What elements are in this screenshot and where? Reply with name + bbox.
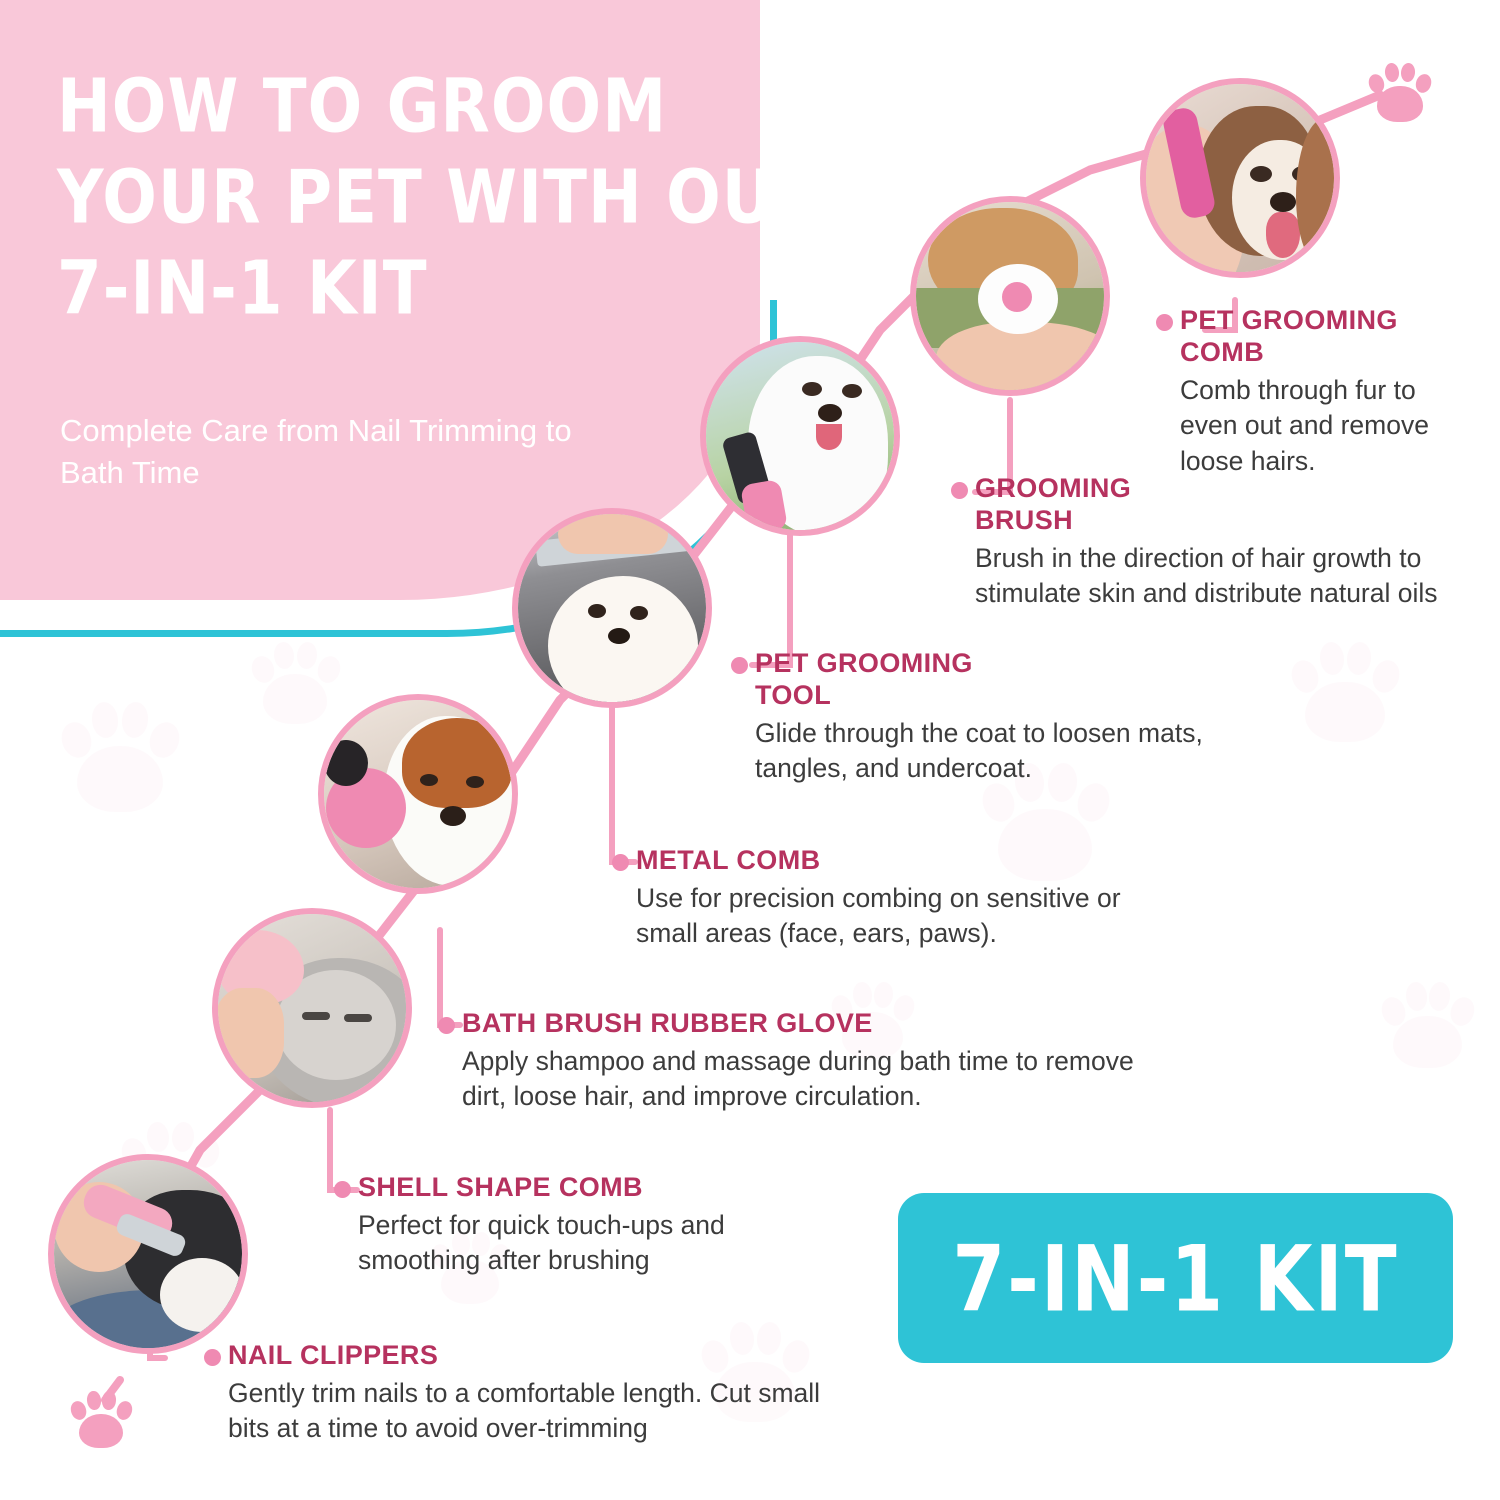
photo-pet-grooming-tool	[700, 336, 900, 536]
step-text-pet-grooming-comb	[1180, 305, 1480, 479]
photo-pet-grooming-comb	[1140, 78, 1340, 278]
title-line-2: YOUR PET WITH OUR	[57, 153, 826, 241]
bullet-dot-grooming-brush	[951, 482, 968, 499]
photo-bath-brush-rubber-glove	[318, 694, 518, 894]
page-title	[57, 62, 826, 334]
step-text-pet-grooming-tool	[755, 648, 1255, 787]
paw-print-icon-top	[1368, 62, 1432, 126]
bullet-dot-metal-comb	[612, 854, 629, 871]
paw-print-icon-bottom	[70, 1390, 132, 1452]
step-title-bath-brush-rubber-glove: BATH BRUSH RUBBER GLOVE	[462, 1008, 873, 1038]
bullet-dot-pet-grooming-tool	[731, 657, 748, 674]
step-text-metal-comb	[636, 845, 1176, 952]
step-body-metal-comb: Use for precision combing on sensitive or small areas (face, ears, paws).	[636, 882, 1121, 949]
step-text-grooming-brush	[975, 473, 1455, 612]
page-subtitle: Complete Care from Nail Trimming to Bath Time	[60, 413, 572, 490]
photo-nail-clippers	[48, 1154, 248, 1354]
photo-grooming-brush	[910, 196, 1110, 396]
bullet-dot-pet-grooming-comb	[1156, 314, 1173, 331]
step-body-pet-grooming-tool: Glide through the coat to loosen mats, tangles, and undercoat.	[755, 717, 1203, 784]
step-title-metal-comb: METAL COMB	[636, 845, 821, 875]
step-body-nail-clippers: Gently trim nails to a comfortable length. Cut small bits at a time to avoid over-trimming	[228, 1377, 821, 1444]
kit-badge	[898, 1193, 1453, 1363]
title-line-1: HOW TO GROOM	[57, 63, 668, 150]
photo-metal-comb	[512, 508, 712, 708]
step-text-shell-shape-comb	[358, 1172, 778, 1279]
title-line-3: 7-IN-1 KIT	[57, 244, 428, 331]
step-title-pet-grooming-tool: PET GROOMING TOOL	[755, 648, 973, 710]
bullet-dot-shell-shape-comb	[334, 1181, 351, 1198]
bullet-dot-nail-clippers	[204, 1349, 221, 1366]
step-text-nail-clippers	[228, 1340, 838, 1447]
step-body-shell-shape-comb: Perfect for quick touch-ups and smoothing after brushing	[358, 1209, 725, 1276]
step-title-pet-grooming-comb: PET GROOMING COMB	[1180, 305, 1398, 367]
step-body-grooming-brush: Brush in the direction of hair growth to stimulate skin and distribute natural oils	[975, 542, 1438, 609]
step-body-bath-brush-rubber-glove: Apply shampoo and massage during bath time to remove dirt, loose hair, and improve circulation.	[462, 1045, 1134, 1112]
step-body-pet-grooming-comb: Comb through fur to even out and remove loose hairs.	[1180, 374, 1429, 476]
step-title-grooming-brush: GROOMING BRUSH	[975, 473, 1132, 535]
step-title-nail-clippers: NAIL CLIPPERS	[228, 1340, 439, 1370]
photo-shell-shape-comb	[212, 908, 412, 1108]
step-text-bath-brush-rubber-glove	[462, 1008, 1182, 1115]
step-title-shell-shape-comb: SHELL SHAPE COMB	[358, 1172, 643, 1202]
bullet-dot-bath-brush-rubber-glove	[438, 1017, 455, 1034]
kit-badge-label: 7-IN-1 KIT	[952, 1224, 1399, 1332]
